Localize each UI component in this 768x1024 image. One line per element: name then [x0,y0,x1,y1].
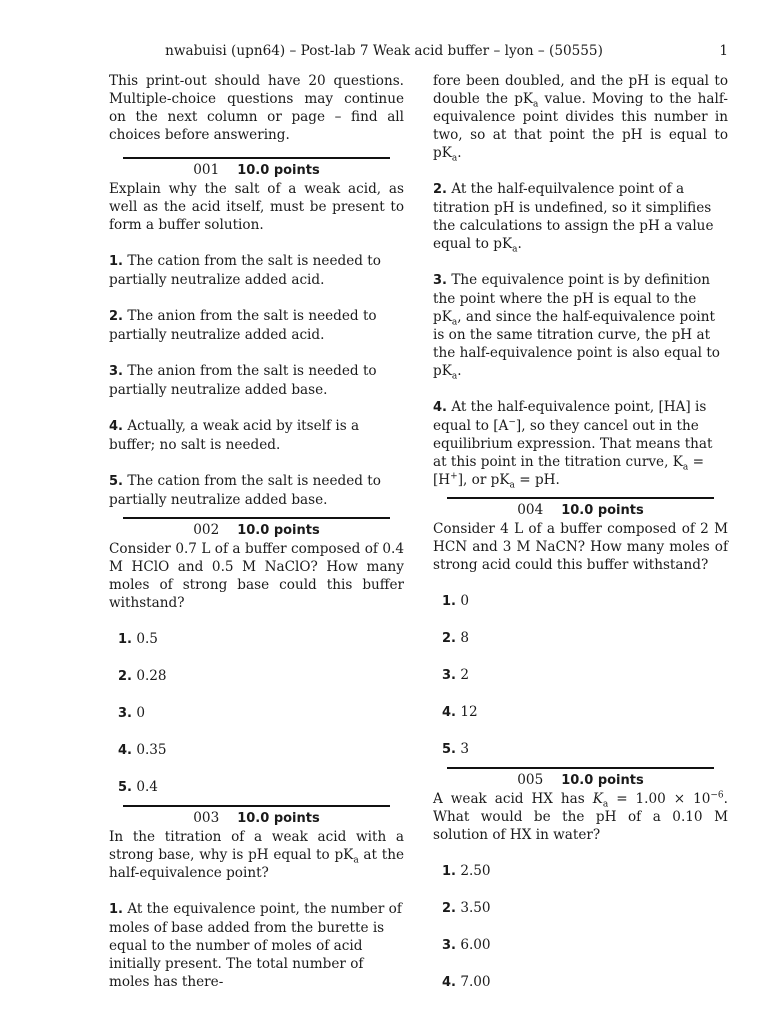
choice-text: The equivalence point is by definition the point where the pH is equal to the pK [433,272,711,325]
question-number: 004 [517,502,544,518]
choice-number: 2. [442,631,456,646]
question-points: 10.0 points [237,811,320,826]
choice-number: 4. [109,419,123,434]
choice-text: = pH. [514,472,560,488]
choice-number: 1. [109,254,123,269]
choice-number: 1. [118,632,132,647]
choice-number: 1. [442,594,456,609]
q005-choice-4[interactable] [433,973,728,992]
choice-number: 5. [118,780,132,795]
q002-choice-3[interactable] [109,704,404,723]
choice-text: 0.4 [136,779,158,795]
q002-choice-4[interactable] [109,741,404,760]
q003-choice-1[interactable] [109,900,404,991]
question-002-header [123,517,390,540]
q002-choice-5[interactable] [109,778,404,797]
superscript: − [508,417,516,428]
choice-text: , and since the half-equivalence point is on the same titration curve, the pH at the half-equivalence point is also equal to pK [433,309,720,379]
question-004-header [447,497,714,520]
subscript: a [682,462,689,473]
q001-choice-1[interactable] [109,252,404,289]
subscript: a [353,855,359,866]
choice-text: The anion from the salt is needed to partially neutralize added base. [109,363,377,398]
choice-text: fore been doubled, and the pH is equal to double the pK [433,73,728,107]
choice-text: The cation from the salt is needed to partially neutralize added base. [109,473,381,508]
q004-choice-5[interactable] [433,740,728,759]
choice-number: 5. [109,474,123,489]
q005-choice-3[interactable] [433,936,728,955]
question-003-header [123,805,390,828]
question-points: 10.0 points [561,773,644,788]
page-number: 1 [719,43,728,59]
question-005-prompt [433,790,728,844]
choice-number: 4. [118,743,132,758]
question-points: 10.0 points [237,163,320,178]
question-005-header [447,767,714,790]
question-004-prompt: Consider 4 L of a buffer composed of 2 M HCN and 3 M NaCN? How many moles of strong acid could this buffer withstand? [433,521,728,573]
choice-number: 3. [109,364,123,379]
subscript: a [533,99,539,110]
choice-text: 0 [460,593,469,609]
q001-choice-5[interactable] [109,472,404,509]
choice-text: . [517,236,522,252]
question-001-prompt: Explain why the salt of a weak acid, as well as the acid itself, must be present to form a buffer solution. [109,181,404,233]
q003-choice-1-continued [433,72,728,162]
question-001-header [123,157,390,180]
choice-number: 1. [442,864,456,879]
question-003-prompt [109,828,404,882]
choice-text: ], so they cancel out in the equilibrium expression. That means that at this point in the titration curve, K [433,418,713,470]
choice-text: 7.00 [460,974,491,990]
q003-choice-4[interactable] [433,398,728,489]
choice-number: 2. [118,669,132,684]
question-points: 10.0 points [561,503,644,518]
q002-choice-2[interactable] [109,667,404,686]
question-number: 005 [517,772,544,788]
intro-text: This print-out should have 20 questions. Multiple-choice questions may continue on the next column or page – find all choices before answering. [109,73,404,143]
q003-choice-2[interactable] [433,180,728,253]
choice-number: 4. [442,705,456,720]
choice-text: 12 [460,704,478,720]
choice-text: . [457,363,462,379]
choice-text: value. Moving to the half-equivalence point divides this number in two, so at that point the pH is equal to pK [433,91,728,161]
choice-text: 0.28 [136,668,167,684]
choice-number: 3. [442,938,456,953]
q004-choice-4[interactable] [433,703,728,722]
choice-text: = [H [433,454,704,488]
prompt-text: = 1.00 × 10 [608,791,711,807]
page-title: nwabuisi (upn64) – Post-lab 7 Weak acid buffer – lyon – (50555) [165,43,603,59]
question-number: 001 [193,162,220,178]
choice-number: 1. [109,902,123,917]
question-002-prompt: Consider 0.7 L of a buffer composed of 0.4 M HClO and 0.5 M NaClO? How many moles of strong base could this buffer withstand? [109,541,404,611]
choice-number: 3. [118,706,132,721]
q001-choice-4[interactable] [109,417,404,454]
choice-text: 0 [136,705,145,721]
choice-text: The cation from the salt is needed to partially neutralize added acid. [109,253,381,288]
question-points: 10.0 points [237,523,320,538]
q001-choice-2[interactable] [109,307,404,344]
prompt-text: In the titration of a weak acid with a strong base, why is pH equal to pK [109,829,404,863]
q005-choice-2[interactable] [433,899,728,918]
choice-text: Actually, a weak acid by itself is a buffer; no salt is needed. [109,418,360,453]
choice-number: 2. [109,309,123,324]
q001-choice-3[interactable] [109,362,404,399]
choice-text: 2 [460,667,469,683]
choice-text: 3 [460,741,469,757]
choice-number: 5. [442,742,456,757]
right-column [433,72,728,992]
choice-text: At the half-equivalence point, [HA] is equal to [A [433,399,707,434]
subscript: a [512,244,518,255]
ka-symbol: K [592,791,603,807]
subscript: a [509,480,515,491]
subscript: a [451,153,458,164]
subscript: a [602,799,609,810]
q004-choice-2[interactable] [433,629,728,648]
choice-text: 0.35 [136,742,167,758]
left-column [109,72,404,991]
question-number: 002 [193,522,220,538]
q004-choice-1[interactable] [433,592,728,611]
choice-text: 8 [460,630,469,646]
choice-number: 3. [433,273,447,288]
q002-choice-1[interactable] [109,630,404,649]
choice-number: 4. [433,400,447,415]
subscript: a [451,371,458,382]
prompt-text: at the half-equivalence point? [109,847,404,881]
q003-choice-3[interactable] [433,271,728,380]
choice-number: 2. [433,182,447,197]
q004-choice-3[interactable] [433,666,728,685]
superscript: + [450,471,458,482]
superscript: −6 [710,790,724,801]
choice-text: . [457,145,462,161]
choice-text: ], or pK [457,472,510,488]
choice-text: The anion from the salt is needed to partially neutralize added acid. [109,308,377,343]
subscript: a [451,317,458,328]
page-header [0,42,768,62]
choice-text: 3.50 [460,900,491,916]
q005-choice-1[interactable] [433,862,728,881]
choice-text: 6.00 [460,937,491,953]
choice-text: At the half-equilvalence point of a titration pH is undefined, so it simplifies the calculations to assign the pH a value equal to pK [433,181,714,252]
question-number: 003 [193,810,220,826]
choice-text: 2.50 [460,863,491,879]
choice-number: 3. [442,668,456,683]
choice-text: 0.5 [136,631,158,647]
prompt-text: A weak acid HX has [433,791,593,807]
choice-number: 2. [442,901,456,916]
prompt-text: . What would be the pH of a 0.10 M solution of HX in water? [433,791,728,843]
choice-number: 4. [442,975,456,990]
choice-text: At the equivalence point, the number of moles of base added from the burette is equal to the number of moles of acid initially present. The total number of moles has there- [109,901,402,990]
